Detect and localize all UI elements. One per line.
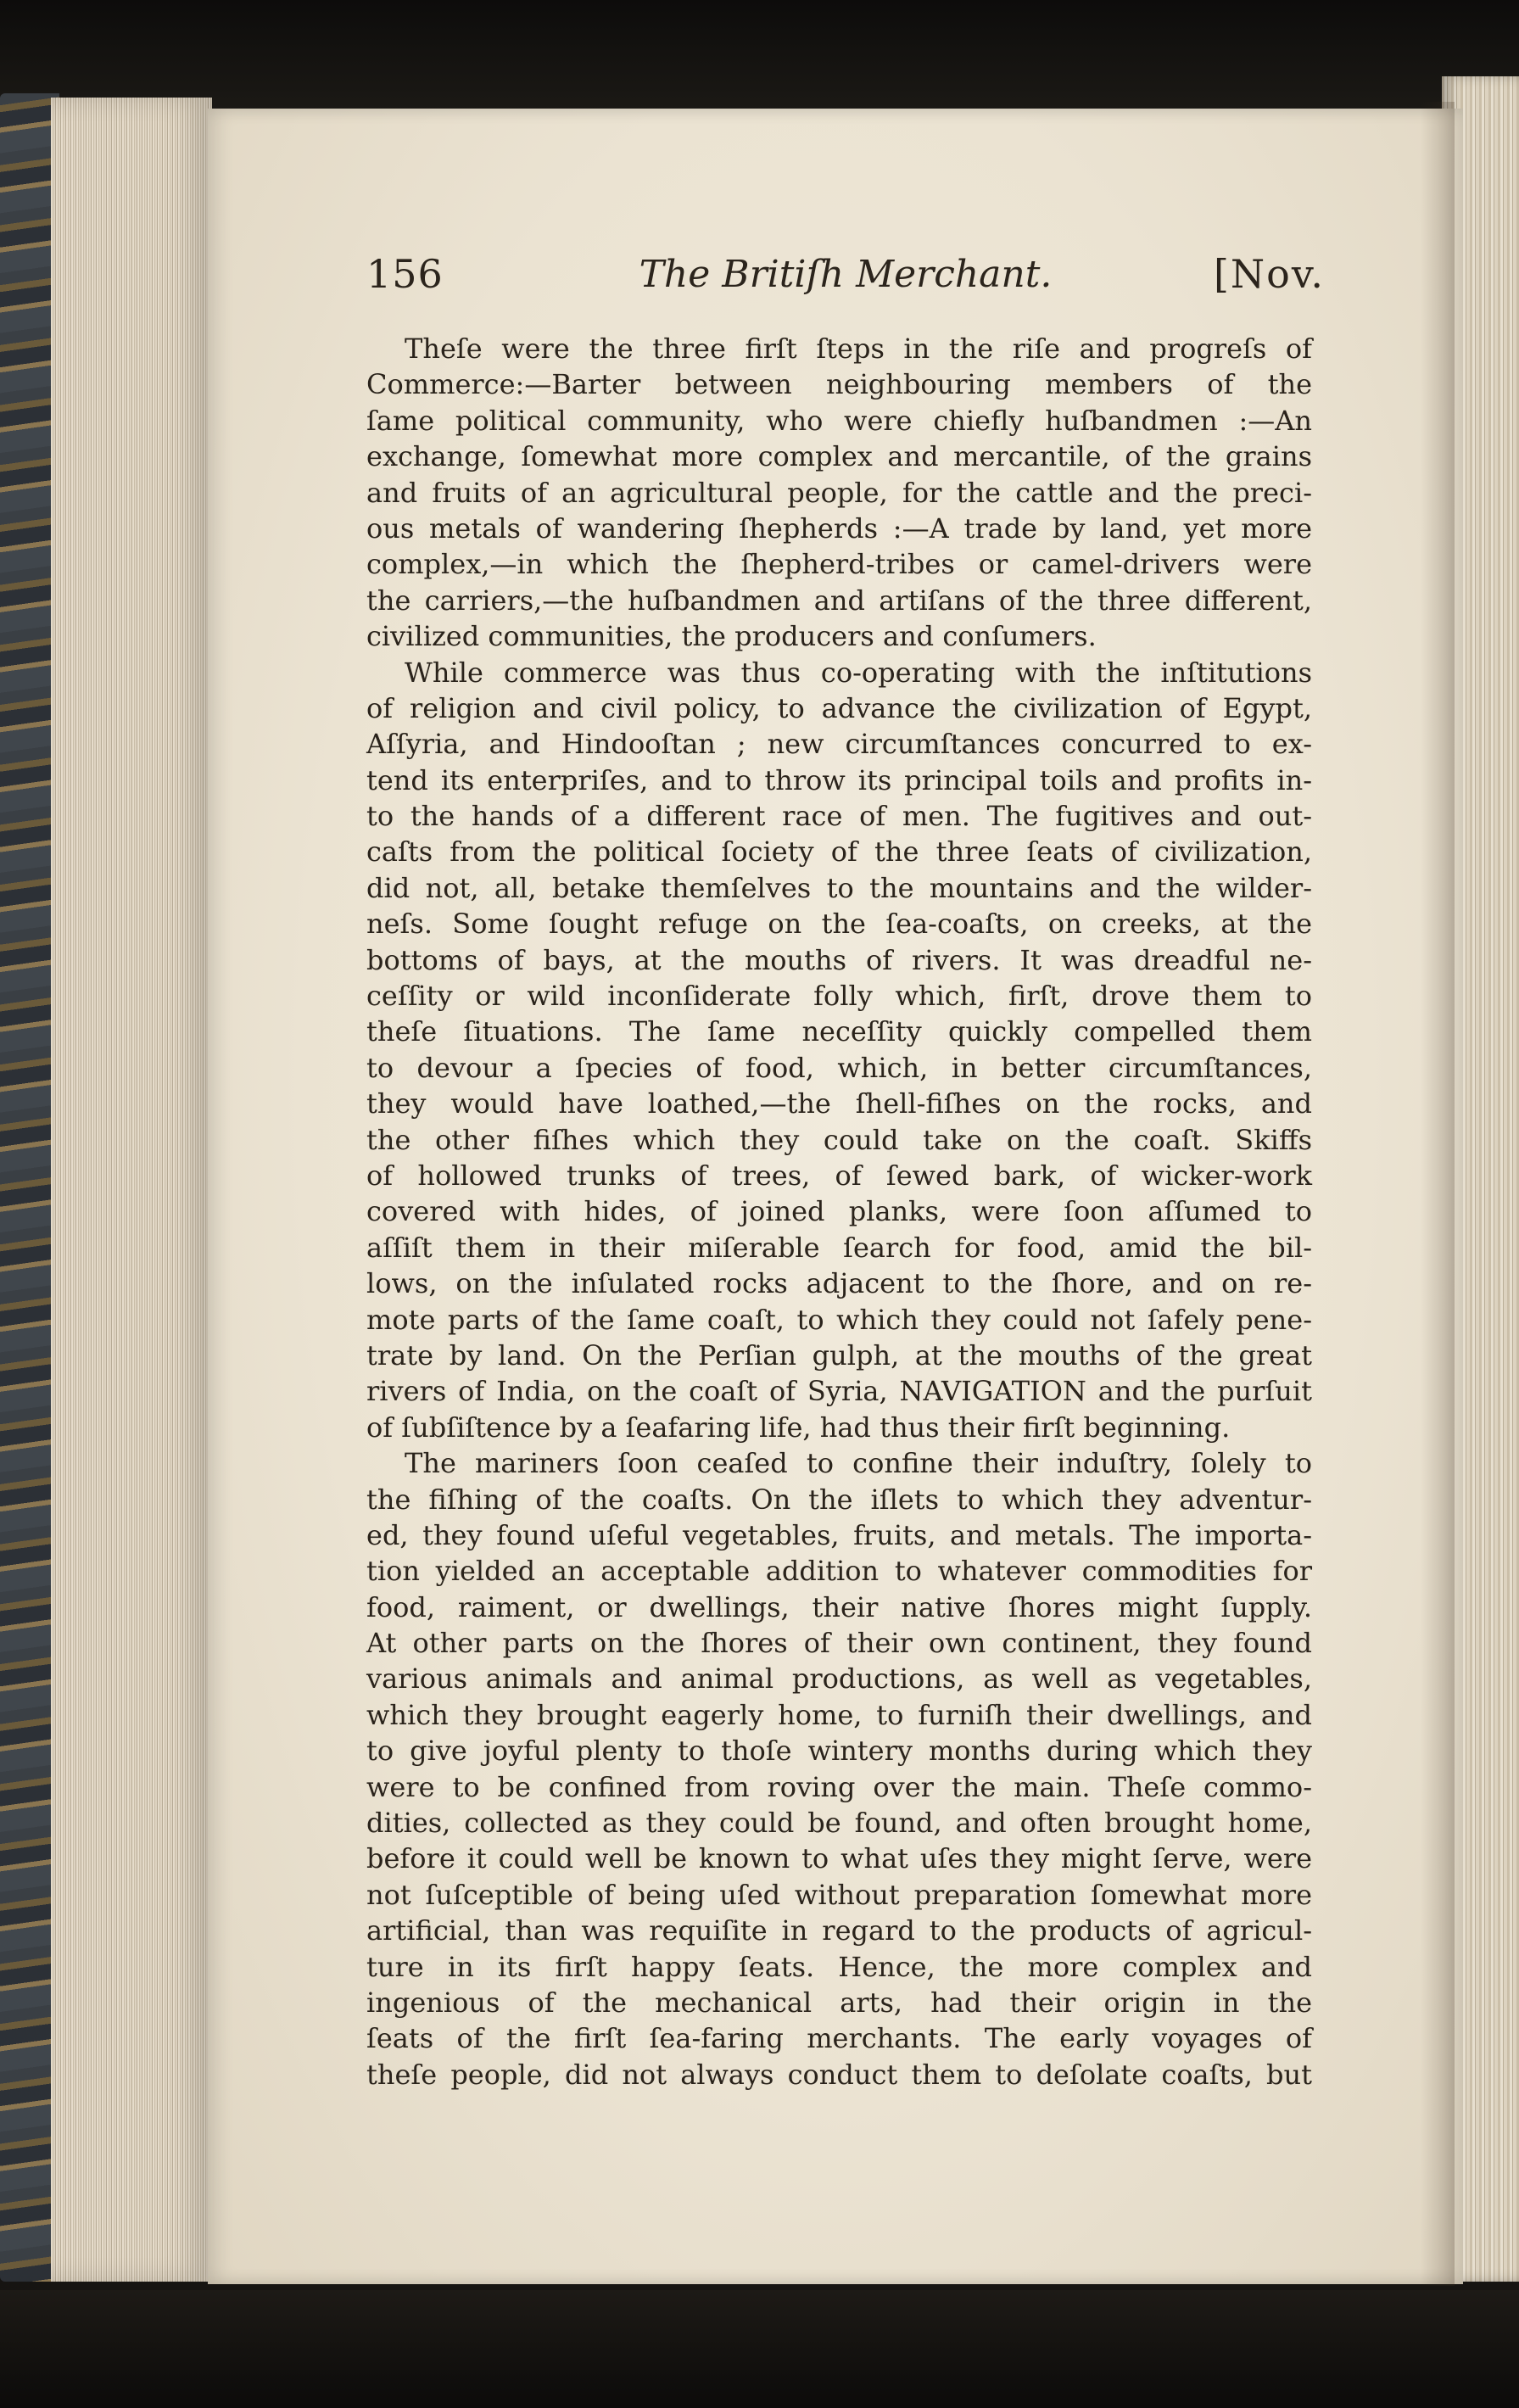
text-line: ingenious of the mechanical arts, had their origin in the xyxy=(366,1986,1312,2019)
text-line: not ſuſceptible of being uſed without preparation ſomewhat more xyxy=(366,1878,1312,1911)
background-top xyxy=(0,0,1519,110)
text-line: tion yielded an acceptable addition to whatever commodities for xyxy=(366,1555,1312,1588)
text-line: trate by land. On the Perſian gulph, at the mouths of the great xyxy=(366,1338,1312,1372)
gutter-shadow xyxy=(1421,102,1455,2286)
text-line: neſs. Some ſought refuge on the ſea-coaſts, on creeks, at the xyxy=(366,908,1312,941)
text-line: tend its enterpriſes, and to throw its principal toils and profits in- xyxy=(366,763,1312,796)
running-title: The Britiſh Merchant. xyxy=(639,253,1053,296)
text-line: caſts from the political ſociety of the three ſeats of civilization, xyxy=(366,835,1312,869)
text-line: food, raiment, or dwellings, their native ſhores might ſupply. xyxy=(366,1590,1312,1623)
page-number: 156 xyxy=(366,251,444,297)
text-line: theſe ſituations. The ſame neceſſity quickly compelled them xyxy=(366,1015,1312,1048)
text-line: ed, they found uſeful vegetables, fruits, and metals. The importa- xyxy=(366,1518,1312,1551)
text-line: of hollowed trunks of trees, of ſewed bark, of wicker-work xyxy=(366,1159,1312,1192)
background-bottom xyxy=(0,2290,1519,2408)
text-line: covered with hides, of joined planks, were ſoon aſſumed to xyxy=(366,1195,1312,1228)
text-line: aſſiſt them in their miſerable ſearch for food, amid the bil- xyxy=(366,1231,1312,1264)
text-line: civilized communities, the producers and conſumers. xyxy=(366,620,1097,653)
text-line: the carriers,—the huſbandmen and artiſans of the three different, xyxy=(366,584,1312,617)
text-line: The mariners ſoon ceaſed to confine their induſtry, ſolely to xyxy=(405,1447,1312,1480)
text-line: artificial, than was requiſite in regard to the products of agricul- xyxy=(366,1914,1312,1947)
text-line: exchange, ſomewhat more complex and mercantile, of the grains xyxy=(366,440,1312,473)
text-line: mote parts of the ſame coaſt, to which they could not ſafely pene- xyxy=(366,1303,1312,1336)
text-line: rivers of India, on the coaſt of Syria, NAVIGATION and the purſuit xyxy=(366,1375,1312,1408)
text-line: Aſſyria, and Hindooſtan ; new circumſtances concurred to ex- xyxy=(366,728,1312,761)
text-line: At other parts on the ſhores of their own continent, they found xyxy=(366,1627,1312,1660)
text-line: the other fiſhes which they could take on the coaſt. Skiffs xyxy=(366,1123,1312,1156)
text-line: bottoms of bays, at the mouths of rivers. It was dreadful ne- xyxy=(366,943,1312,976)
text-line: to the hands of a different race of men. The fugitives and out- xyxy=(366,800,1312,833)
text-line: were to be confined from roving over the main. Theſe commo- xyxy=(366,1770,1312,1803)
text-line: ture in its firſt happy ſeats. Hence, the more complex and xyxy=(366,1950,1312,1983)
text-line: ous metals of wandering ſhepherds :—A trade by land, yet more xyxy=(366,511,1312,545)
text-line: While commerce was thus co-operating with the inſtitutions xyxy=(405,656,1312,689)
text-line: of ſubſiſtence by a ſeafaring life, had thus their firſt beginning. xyxy=(366,1411,1231,1444)
text-line: of religion and civil policy, to advance the civilization of Egypt, xyxy=(366,691,1312,724)
text-line: lows, on the inſulated rocks adjacent to the ſhore, and on re- xyxy=(366,1267,1312,1300)
running-header xyxy=(366,251,1325,319)
text-line: ceſſity or wild inconſiderate folly which, firſt, drove them to xyxy=(366,980,1312,1013)
body-text xyxy=(366,331,1312,2092)
text-line: various animals and animal productions, as well as vegetables, xyxy=(366,1662,1312,1696)
left-page-edges xyxy=(51,98,212,2282)
text-line: before it could well be known to what uſes they might ſerve, were xyxy=(366,1842,1312,1875)
text-line: which they brought eagerly home, to furniſh their dwellings, and xyxy=(366,1698,1312,1731)
text-line: to give joyful plenty to thoſe wintery months during which they xyxy=(366,1735,1312,1768)
text-line: complex,—in which the ſhepherd-tribes or camel-drivers were xyxy=(366,548,1312,581)
month-label: [Nov. xyxy=(1213,251,1325,297)
text-line: the fiſhing of the coaſts. On the iſlets to which they adventur- xyxy=(366,1483,1312,1516)
text-line: and fruits of an agricultural people, for the cattle and the preci- xyxy=(366,476,1312,509)
text-line: ſeats of the firſt ſea-faring merchants. The early voyages of xyxy=(366,2022,1312,2055)
text-line: theſe people, did not always conduct them to deſolate coaſts, but xyxy=(366,2058,1312,2091)
text-line: did not, all, betake themſelves to the mountains and the wilder- xyxy=(366,871,1312,904)
text-line: Commerce:—Barter between neighbouring members of the xyxy=(366,368,1312,401)
text-line: dities, collected as they could be found, and often brought home, xyxy=(366,1807,1312,1840)
text-line: to devour a ſpecies of food, which, in better circumſtances, xyxy=(366,1051,1312,1084)
text-line: ſame political community, who were chiefly huſbandmen :—An xyxy=(366,404,1312,437)
text-line: they would have loathed,—the ſhell-fiſhes on the rocks, and xyxy=(366,1087,1312,1120)
text-line: Theſe were the three firſt ſteps in the riſe and progreſs of xyxy=(405,332,1312,365)
